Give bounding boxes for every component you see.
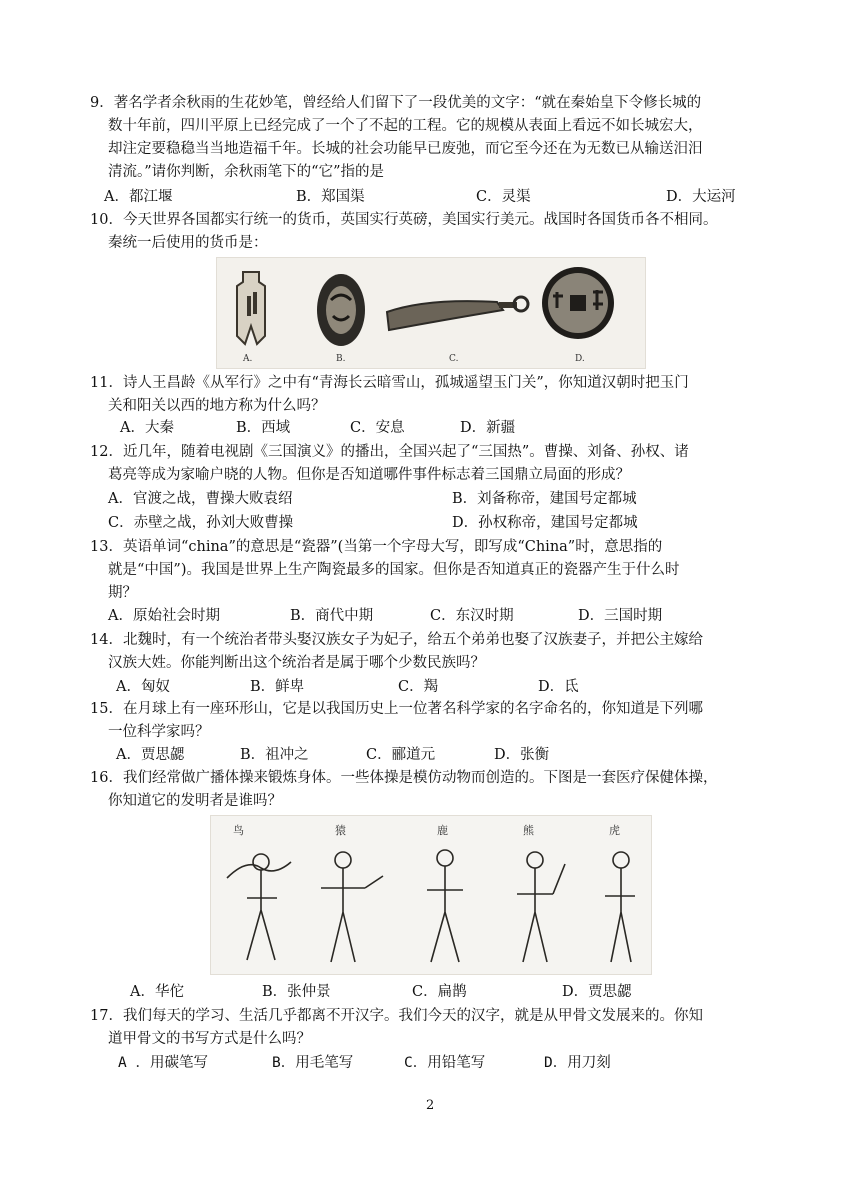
q9-line-3: 却注定要稳稳当当地造福千年。长城的社会功能早已废弛，而它至今还在为无数已从输送汨汨 bbox=[108, 141, 703, 157]
q9-option-b[interactable]: B．郑国渠 bbox=[296, 189, 365, 205]
q15-option-b[interactable]: B．祖冲之 bbox=[240, 747, 309, 763]
q12-line-2: 葛亮等成为家喻户晓的人物。但你是否知道哪件事件标志着三国鼎立局面的形成？ bbox=[108, 467, 630, 483]
q17-option-c[interactable]: C．用铅笔写 bbox=[404, 1055, 486, 1071]
figure-caption-deer: 鹿 bbox=[437, 824, 448, 837]
q17-option-a[interactable]: A ．用碳笔写 bbox=[118, 1055, 208, 1071]
q15-option-c[interactable]: C．郦道元 bbox=[366, 747, 436, 763]
q14-option-d[interactable]: D．氐 bbox=[538, 679, 579, 695]
q12-option-b[interactable]: B．刘备称帝，建国号定都城 bbox=[452, 491, 637, 507]
coin-label-a: A. bbox=[243, 354, 253, 364]
coin-label-d: D. bbox=[575, 354, 585, 364]
q16-option-b[interactable]: B．张仲景 bbox=[262, 984, 331, 1000]
knife-coin-icon bbox=[383, 288, 531, 338]
q15-line-2: 一位科学家吗？ bbox=[108, 724, 210, 740]
q11-line-2: 关和阳关以西的地方称为什么吗？ bbox=[108, 398, 326, 414]
q10-line-2: 秦统一后使用的货币是： bbox=[108, 235, 268, 251]
q10-line-1: 10．今天世界各国都实行统一的货币，英国实行英磅，美国实行美元。战国时各国货币各不相同。 bbox=[90, 212, 718, 228]
q11-option-a[interactable]: A．大秦 bbox=[120, 420, 174, 436]
q16-option-c[interactable]: C．扁鹊 bbox=[412, 984, 467, 1000]
figure-caption-bird: 鸟 bbox=[233, 824, 244, 837]
coin-label-b: B. bbox=[336, 354, 346, 364]
q14-line-1: 14．北魏时，有一个统治者带头娶汉族女子为妃子，给五个弟弟也娶了汉族妻子，并把公主嫁给 bbox=[90, 632, 703, 648]
figure-caption-tiger: 虎 bbox=[609, 824, 620, 837]
coin-label-c: C. bbox=[449, 354, 459, 364]
q11-option-d[interactable]: D．新疆 bbox=[460, 420, 516, 436]
q12-line-1: 12．近几年，随着电视剧《三国演义》的播出，全国兴起了“三国热”。曹操、刘备、孙权、诸 bbox=[90, 444, 689, 460]
q14-line-2: 汉族大姓。你能判断出这个统治者是属于哪个少数民族吗？ bbox=[108, 655, 485, 671]
q15-option-d[interactable]: D．张衡 bbox=[494, 747, 550, 763]
figure-caption-bear: 熊 bbox=[523, 824, 534, 837]
q9-line-4: 清流。”请你判断，余秋雨笔下的“它”指的是 bbox=[108, 164, 384, 180]
q14-option-b[interactable]: B．鲜卑 bbox=[250, 679, 305, 695]
q13-line-3: 期？ bbox=[108, 585, 137, 601]
q13-option-c[interactable]: C．东汉时期 bbox=[430, 608, 514, 624]
q12-option-c[interactable]: C．赤壁之战，孙刘大败曹操 bbox=[108, 515, 294, 531]
round-coin-icon bbox=[539, 264, 617, 342]
q14-option-a[interactable]: A．匈奴 bbox=[116, 679, 170, 695]
spade-coin-icon bbox=[229, 268, 273, 348]
coins-figure bbox=[216, 257, 646, 369]
q17-option-d[interactable]: D．用刀刻 bbox=[544, 1055, 611, 1071]
q15-line-1: 15．在月球上有一座环形山，它是以我国历史上一位著名科学家的名字命名的，你知道是下列哪 bbox=[90, 701, 703, 717]
q12-option-d[interactable]: D．孙权称帝，建国号定都城 bbox=[452, 515, 638, 531]
q9-line-1: 9．著名学者余秋雨的生花妙笔，曾经给人们留下了一段优美的文字：“就在秦始皇下令修长城的 bbox=[90, 95, 702, 111]
q17-option-b[interactable]: B．用毛笔写 bbox=[272, 1055, 354, 1071]
q13-option-a[interactable]: A．原始社会时期 bbox=[108, 608, 220, 624]
q9-option-d[interactable]: D．大运河 bbox=[666, 189, 736, 205]
q16-line-2: 你知道它的发明者是谁吗？ bbox=[108, 793, 282, 809]
q11-option-c[interactable]: C．安息 bbox=[350, 420, 405, 436]
exercise-figures-icon bbox=[217, 838, 645, 972]
q17-line-2: 道甲骨文的书写方式是什么吗？ bbox=[108, 1031, 311, 1047]
q16-option-d[interactable]: D．贾思勰 bbox=[562, 984, 632, 1000]
page-number: 2 bbox=[426, 1098, 435, 1113]
q13-line-1: 13．英语单词“china”的意思是“瓷器”(当第一个字母大写，即写成“China”时，意思指的 bbox=[90, 539, 663, 555]
ant-nose-coin-icon bbox=[311, 266, 371, 350]
q16-line-1: 16．我们经常做广播体操来锻炼身体。一些体操是模仿动物而创造的。下图是一套医疗保健体操， bbox=[90, 770, 718, 786]
q9-option-a[interactable]: A．都江堰 bbox=[104, 189, 173, 205]
q15-option-a[interactable]: A．贾思勰 bbox=[116, 747, 185, 763]
q12-option-a[interactable]: A．官渡之战，曹操大败袁绍 bbox=[108, 491, 293, 507]
q9-line-2: 数十年前，四川平原上已经完成了一个了不起的工程。它的规模从表面上看远不如长城宏大， bbox=[108, 118, 703, 134]
q13-line-2: 就是“中国”)。我国是世界上生产陶瓷最多的国家。但你是否知道真正的瓷器产生于什么时 bbox=[108, 562, 680, 578]
exercise-figure bbox=[210, 815, 652, 975]
q11-option-b[interactable]: B．西域 bbox=[236, 420, 291, 436]
q17-line-1: 17．我们每天的学习、生活几乎都离不开汉字。我们今天的汉字，就是从甲骨文发展来的。你知 bbox=[90, 1008, 703, 1024]
q16-option-a[interactable]: A．华佗 bbox=[130, 984, 184, 1000]
figure-caption-ape: 猿 bbox=[335, 824, 346, 837]
q13-option-d[interactable]: D．三国时期 bbox=[578, 608, 663, 624]
q11-line-1: 11．诗人王昌龄《从军行》之中有“青海长云暗雪山，孤城遥望玉门关”，你知道汉朝时把玉门 bbox=[90, 375, 689, 391]
q9-option-c[interactable]: C．灵渠 bbox=[476, 189, 531, 205]
q13-option-b[interactable]: B．商代中期 bbox=[290, 608, 374, 624]
q14-option-c[interactable]: C．羯 bbox=[398, 679, 439, 695]
